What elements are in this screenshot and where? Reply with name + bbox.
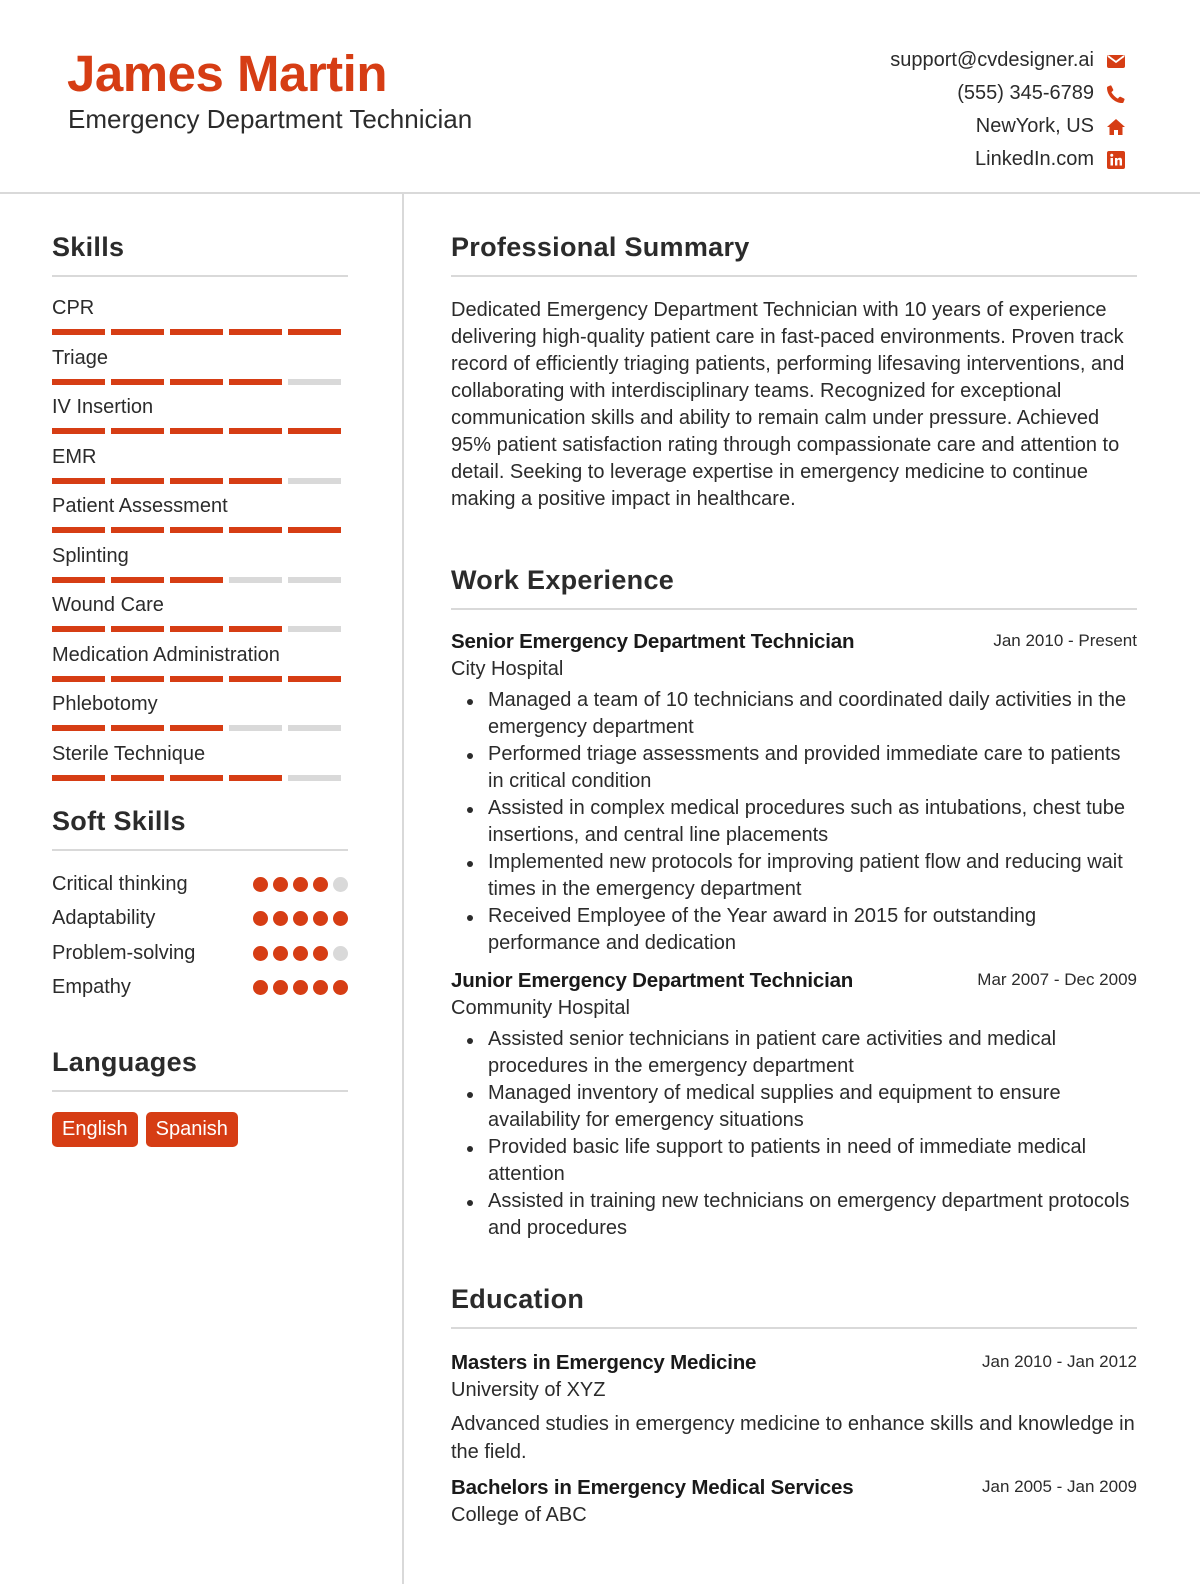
job-bullets	[451, 687, 1137, 957]
left-column	[52, 232, 348, 1147]
skill-level-segment	[288, 379, 341, 385]
job-bullet: Assisted senior technicians in patient care activities and medical procedures in the emergency department	[488, 1026, 1137, 1080]
skill-level-segment	[288, 527, 341, 533]
job-entry	[451, 630, 1137, 957]
rating-dot	[253, 980, 268, 995]
skill-level-segment	[52, 775, 105, 781]
rating-dot	[293, 911, 308, 926]
education-list	[451, 1351, 1137, 1527]
skill-level-bar	[52, 775, 348, 781]
skill-level-segment	[52, 527, 105, 533]
summary-section	[451, 232, 1137, 513]
skill-item	[52, 642, 348, 692]
rating-dot	[313, 980, 328, 995]
contact-location-text: NewYork, US	[975, 115, 1094, 137]
skill-level-segment	[170, 626, 223, 632]
skills-section	[52, 232, 348, 790]
section-divider	[52, 275, 348, 277]
skill-level-segment	[229, 329, 282, 335]
soft-skills-title: Soft Skills	[52, 806, 186, 836]
skill-item	[52, 592, 348, 642]
rating-dot	[253, 911, 268, 926]
skill-name: Phlebotomy	[52, 693, 158, 715]
skill-level-segment	[229, 676, 282, 682]
contact-linkedin[interactable]	[890, 143, 1128, 176]
skill-level-segment	[288, 428, 341, 434]
skill-item	[52, 691, 348, 741]
skill-name: Medication Administration	[52, 643, 280, 666]
contact-email[interactable]	[890, 44, 1128, 77]
job-organization: City Hospital	[451, 658, 564, 680]
rating-dot	[293, 946, 308, 961]
soft-skill-rating	[253, 980, 348, 995]
education-entry	[451, 1476, 1137, 1527]
soft-skills-section	[52, 806, 348, 1005]
envelope-icon	[1104, 49, 1128, 73]
skill-level-segment	[111, 775, 164, 781]
education-header	[451, 1476, 1137, 1500]
skill-level-segment	[170, 775, 223, 781]
contact-block	[890, 44, 1128, 176]
contact-location	[890, 110, 1128, 143]
skill-level-segment	[52, 626, 105, 632]
skill-level-segment	[52, 725, 105, 731]
rating-dot	[313, 877, 328, 892]
skill-level-segment	[229, 626, 282, 632]
skill-name: Triage	[52, 346, 108, 369]
skill-level-segment	[111, 725, 164, 731]
rating-dot	[253, 877, 268, 892]
phone-icon	[1104, 82, 1128, 106]
work-title: Work Experience	[451, 565, 675, 595]
skill-name: Patient Assessment	[52, 495, 228, 517]
skill-name: Sterile Technique	[52, 742, 206, 765]
rating-dot	[293, 877, 308, 892]
skill-name: CPR	[52, 297, 95, 319]
skill-level-segment	[288, 775, 341, 781]
skill-level-segment	[229, 775, 282, 781]
skill-level-segment	[52, 577, 105, 583]
rating-dot	[333, 877, 348, 892]
skill-level-segment	[111, 379, 164, 385]
section-divider	[52, 849, 348, 851]
rating-dot	[333, 946, 348, 961]
rating-dot	[333, 911, 348, 926]
skill-level-segment	[170, 478, 223, 484]
skill-level-bar	[52, 676, 348, 682]
skill-item	[52, 543, 348, 593]
job-entry	[451, 969, 1137, 1242]
skill-level-segment	[170, 676, 223, 682]
contact-phone[interactable]	[890, 77, 1128, 110]
skill-name: Splinting	[52, 544, 129, 567]
soft-skill-rating	[253, 911, 348, 926]
job-date: Mar 2007 - Dec 2009	[977, 970, 1137, 989]
job-date: Jan 2010 - Present	[993, 631, 1137, 650]
skill-level-segment	[288, 478, 341, 484]
education-entry	[451, 1351, 1137, 1466]
skill-level-segment	[111, 428, 164, 434]
summary-title: Professional Summary	[451, 232, 750, 262]
skill-level-bar	[52, 329, 348, 335]
skill-level-segment	[288, 577, 341, 583]
rating-dot	[253, 946, 268, 961]
job-bullet: Assisted in complex medical procedures such as intubations, chest tube insertions, and central line placements	[488, 795, 1137, 849]
soft-skill-name: Problem-solving	[52, 941, 196, 964]
job-bullet: Received Employee of the Year award in 2015 for outstanding performance and dedication	[488, 903, 1137, 957]
contact-email-text: support@cvdesigner.ai	[890, 49, 1094, 71]
skill-level-segment	[229, 379, 282, 385]
rating-dot	[333, 980, 348, 995]
rating-dot	[293, 980, 308, 995]
language-badge: English	[52, 1112, 138, 1147]
education-title: Education	[451, 1284, 585, 1314]
rating-dot	[313, 946, 328, 961]
right-column	[451, 232, 1137, 1527]
soft-skill-rating	[253, 946, 348, 961]
skill-level-segment	[52, 428, 105, 434]
contact-linkedin-text: LinkedIn.com	[975, 148, 1094, 170]
skill-item	[52, 295, 348, 345]
skill-level-segment	[170, 577, 223, 583]
soft-skills-list	[52, 867, 348, 1005]
skill-level-segment	[52, 478, 105, 484]
skill-item	[52, 345, 348, 395]
section-divider	[451, 608, 1137, 610]
skill-level-segment	[288, 329, 341, 335]
job-bullet: Implemented new protocols for improving patient flow and reducing wait times in the emergency department	[488, 849, 1137, 903]
job-bullet: Performed triage assessments and provided immediate care to patients in critical condition	[488, 741, 1137, 795]
skill-level-segment	[52, 379, 105, 385]
skill-level-segment	[52, 329, 105, 335]
education-section	[451, 1284, 1137, 1527]
skill-level-segment	[111, 527, 164, 533]
soft-skill-rating	[253, 877, 348, 892]
home-icon	[1104, 115, 1128, 139]
linkedin-icon	[1104, 148, 1128, 172]
soft-skill-item	[52, 936, 348, 971]
job-bullet: Managed a team of 10 technicians and coordinated daily activities in the emergency department	[488, 687, 1137, 741]
rating-dot	[273, 980, 288, 995]
job-title: Junior Emergency Department Technician	[451, 969, 854, 992]
job-bullets	[451, 1026, 1137, 1242]
jobs-list	[451, 630, 1137, 1242]
skill-level-segment	[288, 626, 341, 632]
resume-header	[0, 0, 1200, 194]
education-header	[451, 1351, 1137, 1375]
rating-dot	[273, 946, 288, 961]
languages-list	[52, 1112, 348, 1147]
job-bullet: Assisted in training new technicians on emergency department protocols and procedures	[488, 1188, 1137, 1242]
job-organization: Community Hospital	[451, 997, 630, 1019]
skill-name: EMR	[52, 445, 97, 468]
skill-level-bar	[52, 379, 348, 385]
language-badge: Spanish	[146, 1112, 238, 1147]
skill-level-segment	[288, 676, 341, 682]
skills-list	[52, 295, 348, 790]
skill-level-segment	[111, 478, 164, 484]
work-section	[451, 565, 1137, 1242]
candidate-title: Emergency Department Technician	[68, 104, 473, 134]
rating-dot	[273, 911, 288, 926]
skill-level-segment	[229, 725, 282, 731]
summary-text: Dedicated Emergency Department Technician with 10 years of experience delivering high-quality patient care in fast-paced environments. Proven track record of efficiently triaging patients, performing lifesaving interventions, and collaborating with interdisciplinary teams. Recognized for exceptional communication skills and ability to remain calm under pressure. Achieved 95% patient satisfaction rating through compassionate care and attention to detail. Seeking to leverage expertise in emergency medicine to continue making a positive impact in healthcare.	[451, 299, 1125, 510]
skill-level-bar	[52, 527, 348, 533]
languages-section	[52, 1047, 348, 1147]
job-bullet: Provided basic life support to patients in need of immediate medical attention	[488, 1134, 1137, 1188]
skill-level-segment	[111, 577, 164, 583]
soft-skill-item	[52, 902, 348, 937]
skill-level-segment	[229, 478, 282, 484]
section-divider	[451, 1327, 1137, 1329]
skill-level-segment	[229, 527, 282, 533]
job-bullet: Managed inventory of medical supplies and equipment to ensure availability for emergency situations	[488, 1080, 1137, 1134]
section-divider	[451, 275, 1137, 277]
skill-level-bar	[52, 577, 348, 583]
school-name: University of XYZ	[451, 1379, 606, 1401]
job-header	[451, 969, 1137, 993]
skill-level-bar	[52, 725, 348, 731]
contact-phone-text: (555) 345-6789	[957, 82, 1094, 104]
degree-title: Masters in Emergency Medicine	[451, 1351, 757, 1374]
soft-skill-name: Adaptability	[52, 907, 156, 930]
education-date: Jan 2010 - Jan 2012	[981, 1352, 1137, 1371]
candidate-name: James Martin	[67, 45, 387, 102]
soft-skill-name: Empathy	[52, 976, 131, 999]
soft-skill-name: Critical thinking	[52, 872, 188, 895]
skill-level-segment	[170, 725, 223, 731]
school-name: College of ABC	[451, 1504, 587, 1526]
skill-level-segment	[111, 676, 164, 682]
section-divider	[52, 1090, 348, 1092]
skills-title: Skills	[52, 232, 125, 262]
rating-dot	[313, 911, 328, 926]
skill-level-segment	[111, 626, 164, 632]
education-description: Advanced studies in emergency medicine to enhance skills and knowledge in the field.	[451, 1413, 1135, 1463]
skill-level-bar	[52, 626, 348, 632]
column-divider	[402, 194, 404, 1584]
skill-level-segment	[170, 428, 223, 434]
degree-title: Bachelors in Emergency Medical Services	[451, 1476, 854, 1499]
languages-title: Languages	[52, 1047, 198, 1077]
education-date: Jan 2005 - Jan 2009	[981, 1477, 1137, 1496]
skill-level-segment	[229, 428, 282, 434]
skill-name: IV Insertion	[52, 396, 154, 418]
skill-level-segment	[170, 527, 223, 533]
job-header	[451, 630, 1137, 654]
skill-level-segment	[52, 676, 105, 682]
skill-level-segment	[170, 329, 223, 335]
soft-skill-item	[52, 867, 348, 902]
skill-level-bar	[52, 478, 348, 484]
skill-item	[52, 394, 348, 444]
skill-item	[52, 444, 348, 494]
skill-level-bar	[52, 428, 348, 434]
skill-level-segment	[288, 725, 341, 731]
skill-level-segment	[170, 379, 223, 385]
job-title: Senior Emergency Department Technician	[451, 630, 855, 653]
rating-dot	[273, 877, 288, 892]
skill-level-segment	[229, 577, 282, 583]
skill-item	[52, 741, 348, 791]
skill-level-segment	[111, 329, 164, 335]
skill-name: Wound Care	[52, 594, 164, 616]
skill-item	[52, 493, 348, 543]
soft-skill-item	[52, 971, 348, 1006]
